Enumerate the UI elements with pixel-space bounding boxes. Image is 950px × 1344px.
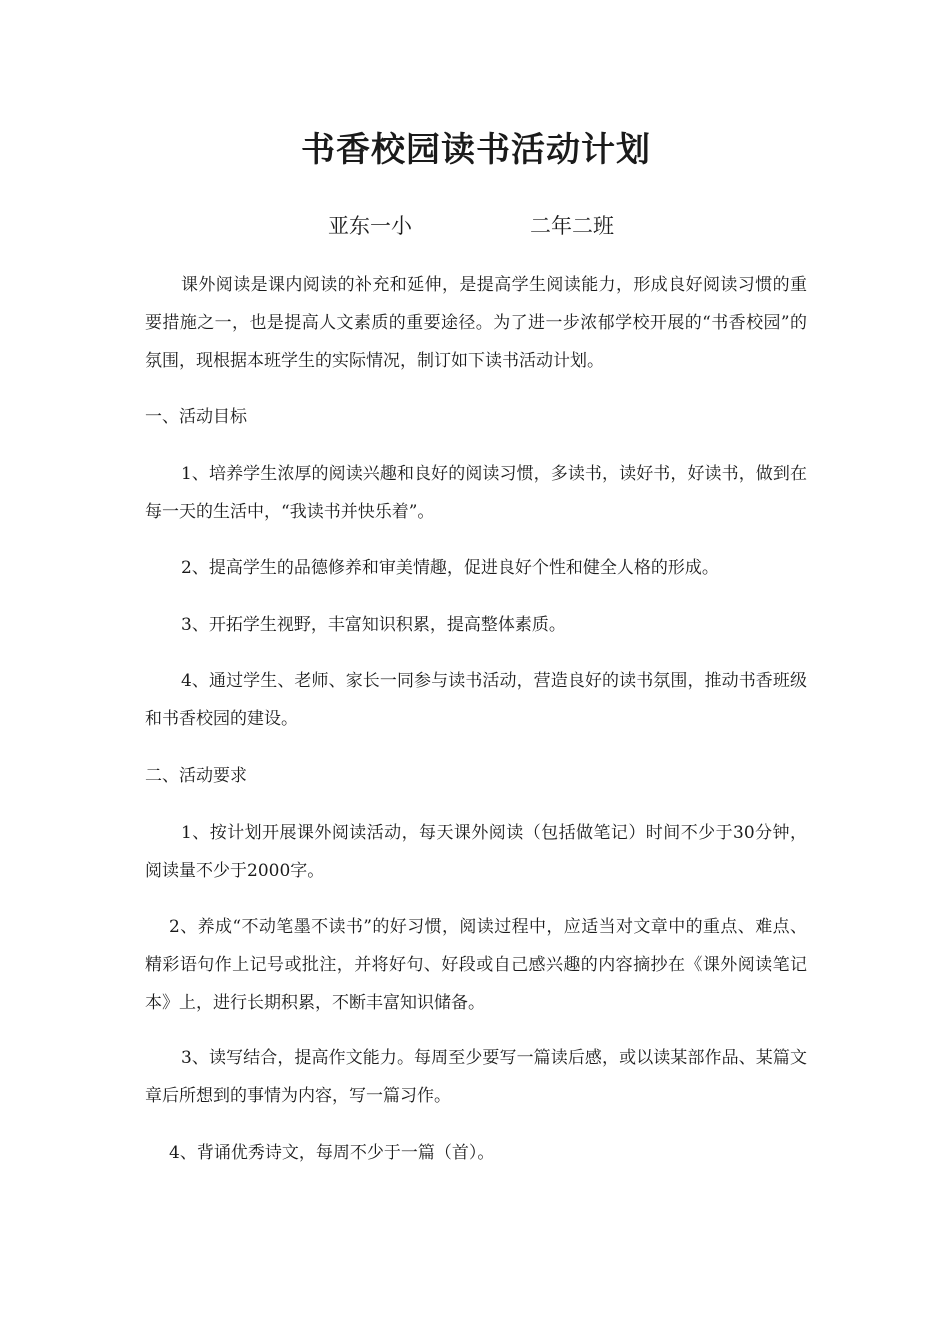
- document-subtitle: [145, 208, 807, 244]
- requirement-item-2: 2、养成“不动笔墨不读书”的好习惯，阅读过程中，应适当对文章中的重点、难点、精彩语句作上记号或批注，并将好句、好段或自己感兴趣的内容摘抄在《课外阅读笔记本》上，进行长期积累，不断丰富知识储备。: [145, 917, 807, 1013]
- intro-paragraph: 课外阅读是课内阅读的补充和延伸，是提高学生阅读能力，形成良好阅读习惯的重要措施之一，也是提高人文素质的重要途径。为了进一步浓郁学校开展的“书香校园”的氛围，现根据本班学生的实际情况，制订如下读书活动计划。: [145, 275, 807, 371]
- goal-item-1: 1、培养学生浓厚的阅读兴趣和良好的阅读习惯，多读书，读好书，好读书，做到在每一天的生活中，“我读书并快乐着”。: [145, 464, 807, 522]
- class-name: 二年二班: [530, 214, 614, 238]
- goal-item-2: 2、提高学生的品德修养和审美情趣，促进良好个性和健全人格的形成。: [181, 558, 719, 578]
- goal-item-3: 3、开拓学生视野，丰富知识积累，提高整体素质。: [181, 615, 566, 635]
- requirement-item-4: 4、背诵优秀诗文，每周不少于一篇（首）。: [169, 1143, 495, 1163]
- goal-item-4: 4、通过学生、老师、家长一同参与读书活动，营造良好的读书氛围，推动书香班级和书香校园的建设。: [145, 671, 807, 729]
- requirement-item-3: 3、读写结合，提高作文能力。每周至少要写一篇读后感，或以读某部作品、某篇文章后所想到的事情为内容，写一篇习作。: [145, 1048, 807, 1106]
- requirement-item-1: 1、按计划开展课外阅读活动，每天课外阅读（包括做笔记）时间不少于30分钟，阅读量不少于2000字。: [145, 823, 807, 881]
- section-heading-goals: 一、活动目标: [145, 407, 247, 427]
- document-title: 书香校园读书活动计划: [301, 130, 651, 170]
- school-name: 亚东一小: [328, 214, 412, 238]
- section-heading-requirements: 二、活动要求: [145, 766, 247, 786]
